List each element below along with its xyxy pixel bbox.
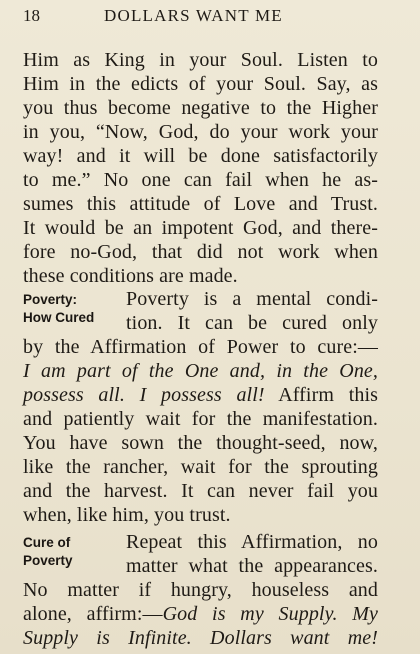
paragraph-line: in you, “Now, God, do your work your: [23, 121, 378, 143]
paragraph-line: Him as King in your Soul. Listen to: [23, 49, 378, 71]
affirmation-text: Supply is Infinite. Dollars want me!: [23, 627, 378, 649]
affirmation-line: [23, 383, 378, 407]
paragraph-line: It would be an impotent God, and there-: [23, 217, 378, 239]
paragraph-line: Him in the edicts of your Soul. Say, as: [23, 73, 378, 95]
paragraph-text: alone, affirm:—: [23, 603, 163, 625]
paragraph-line: like the rancher, wait for the sprouting: [23, 456, 378, 478]
sidenote-poverty-2: Poverty: [23, 553, 73, 568]
page-number: 18: [23, 6, 40, 25]
paragraph-text: Affirm this: [264, 384, 378, 406]
affirmation-line: [23, 602, 378, 626]
paragraph-line: You have sown the thought-seed, now,: [23, 432, 378, 454]
paragraph-line: and patiently wait for the manifestation.: [23, 408, 378, 430]
affirmation-text: God is my Supply. My: [162, 603, 378, 625]
paragraph-line: Poverty is a mental condi-: [126, 288, 378, 310]
paragraph-line: Repeat this Affirmation, no: [126, 531, 378, 553]
paragraph-line: when, like him, you trust.: [23, 504, 231, 526]
paragraph-line: fore no-God, that did not work when: [23, 241, 378, 263]
sidenote-poverty: Poverty:: [23, 292, 78, 307]
affirmation-text: I am part of the One and, in the One,: [23, 360, 378, 382]
sidenote-cure-of: Cure of: [23, 535, 71, 550]
paragraph-line: these conditions are made.: [23, 265, 238, 287]
affirmation-text: possess all. I possess all!: [23, 384, 265, 406]
paragraph-line: sumes this attitude of Love and Trust.: [23, 193, 378, 215]
paragraph-line: tion. It can be cured only: [126, 312, 378, 334]
paragraph-line: matter what the appearances.: [126, 555, 378, 577]
paragraph-line: and the harvest. It can never fail you: [23, 480, 378, 502]
affirmation-line: [23, 359, 378, 383]
paragraph-line: you thus become negative to the Higher: [23, 97, 378, 119]
paragraph-line: by the Affirmation of Power to cure:—: [23, 336, 378, 358]
paragraph-line: No matter if hungry, houseless and: [23, 579, 378, 601]
affirmation-line: [23, 626, 378, 650]
paragraph-line: to me.” No one can fail when he as-: [23, 169, 378, 191]
paragraph-line: way! and it will be done satisfactorily: [23, 145, 378, 167]
running-title: DOLLARS WANT ME: [104, 6, 283, 25]
sidenote-how-cured: How Cured: [23, 310, 95, 325]
